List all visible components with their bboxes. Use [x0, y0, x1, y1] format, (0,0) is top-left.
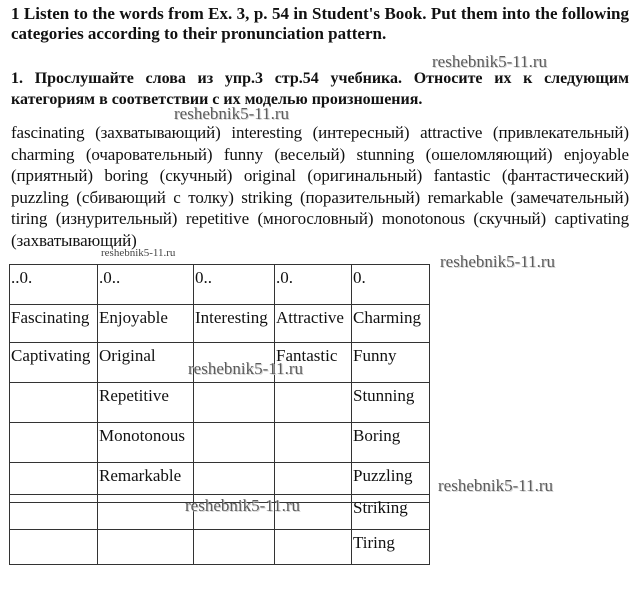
table-row: [10, 530, 430, 565]
table-cell: Original: [98, 343, 194, 383]
table-cell: Funny: [352, 343, 430, 383]
table-cell: Stunning: [352, 383, 430, 423]
header-cell: 0..: [194, 265, 275, 305]
table-cell: Fascinating: [10, 305, 98, 343]
table-cell: [10, 423, 98, 463]
table-cell: Puzzling: [352, 463, 430, 503]
table-cell: [10, 530, 98, 565]
watermark-middle: reshebnik5-11.ru: [174, 104, 290, 123]
table-cell: Monotonous: [98, 423, 194, 463]
table-cell: Enjoyable: [98, 305, 194, 343]
word-list: fascinating (захватывающий) interesting (интересный) attractive (привлекательный) charming (очаровательный) funny (веселый) stunning (ошеломляющий) enjoyable (приятный) boring (скучный) original (оригинальный) fantastic (фантастический) puzzling (сбивающий с толку) striking (поразительный) remarkable (замечательный) tiring (изнурительный) repetitive (многословный) monotonous (скучный) captivating (захватывающий): [11, 123, 629, 250]
table-cell: [275, 530, 352, 565]
table-row: [10, 383, 430, 423]
table-cell: [275, 383, 352, 423]
table-cell: [10, 495, 98, 530]
table-header-row: [10, 265, 430, 305]
pronunciation-table: [9, 264, 430, 503]
table-cell: [275, 423, 352, 463]
table-row: [10, 423, 430, 463]
table-cell: Remarkable: [98, 463, 194, 503]
table-cell: [10, 383, 98, 423]
watermark-table-bottom: reshebnik5-11.ru: [185, 496, 301, 515]
table-cell: Captivating: [10, 343, 98, 383]
header-cell: .0.: [275, 265, 352, 305]
table-row: [10, 305, 430, 343]
table-cell: Charming: [352, 305, 430, 343]
watermark-top: reshebnik5-11.ru: [432, 52, 548, 71]
table-cell: Attractive: [275, 305, 352, 343]
table-cell: Interesting: [194, 305, 275, 343]
table-cell: [194, 530, 275, 565]
header-cell: 0.: [352, 265, 430, 305]
task-instruction-english: 1 Listen to the words from Ex. 3, p. 54 in Student's Book. Put them into the following categories according to their pronunciation pattern.: [11, 4, 629, 43]
table-cell: [194, 383, 275, 423]
header-cell: .0..: [98, 265, 194, 305]
header-cell: ..0.: [10, 265, 98, 305]
watermark-right-lower: reshebnik5-11.ru: [438, 476, 554, 495]
table-cell: Boring: [352, 423, 430, 463]
watermark-table-middle: reshebnik5-11.ru: [188, 359, 304, 378]
table-cell: [98, 530, 194, 565]
table-cell: Striking: [352, 495, 430, 530]
watermark-small: reshebnik5-11.ru: [101, 247, 176, 259]
watermark-right-upper: reshebnik5-11.ru: [440, 252, 556, 271]
table-cell: Repetitive: [98, 383, 194, 423]
table-cell: [194, 423, 275, 463]
table-cell: [98, 495, 194, 530]
table-cell: Fantastic: [275, 343, 352, 383]
task-instruction-russian: 1. Прослушайте слова из упр.3 стр.54 учебника. Относите их к следующим категориям в соответствии с их моделью произношения.: [11, 70, 629, 108]
table-cell: Tiring: [352, 530, 430, 565]
